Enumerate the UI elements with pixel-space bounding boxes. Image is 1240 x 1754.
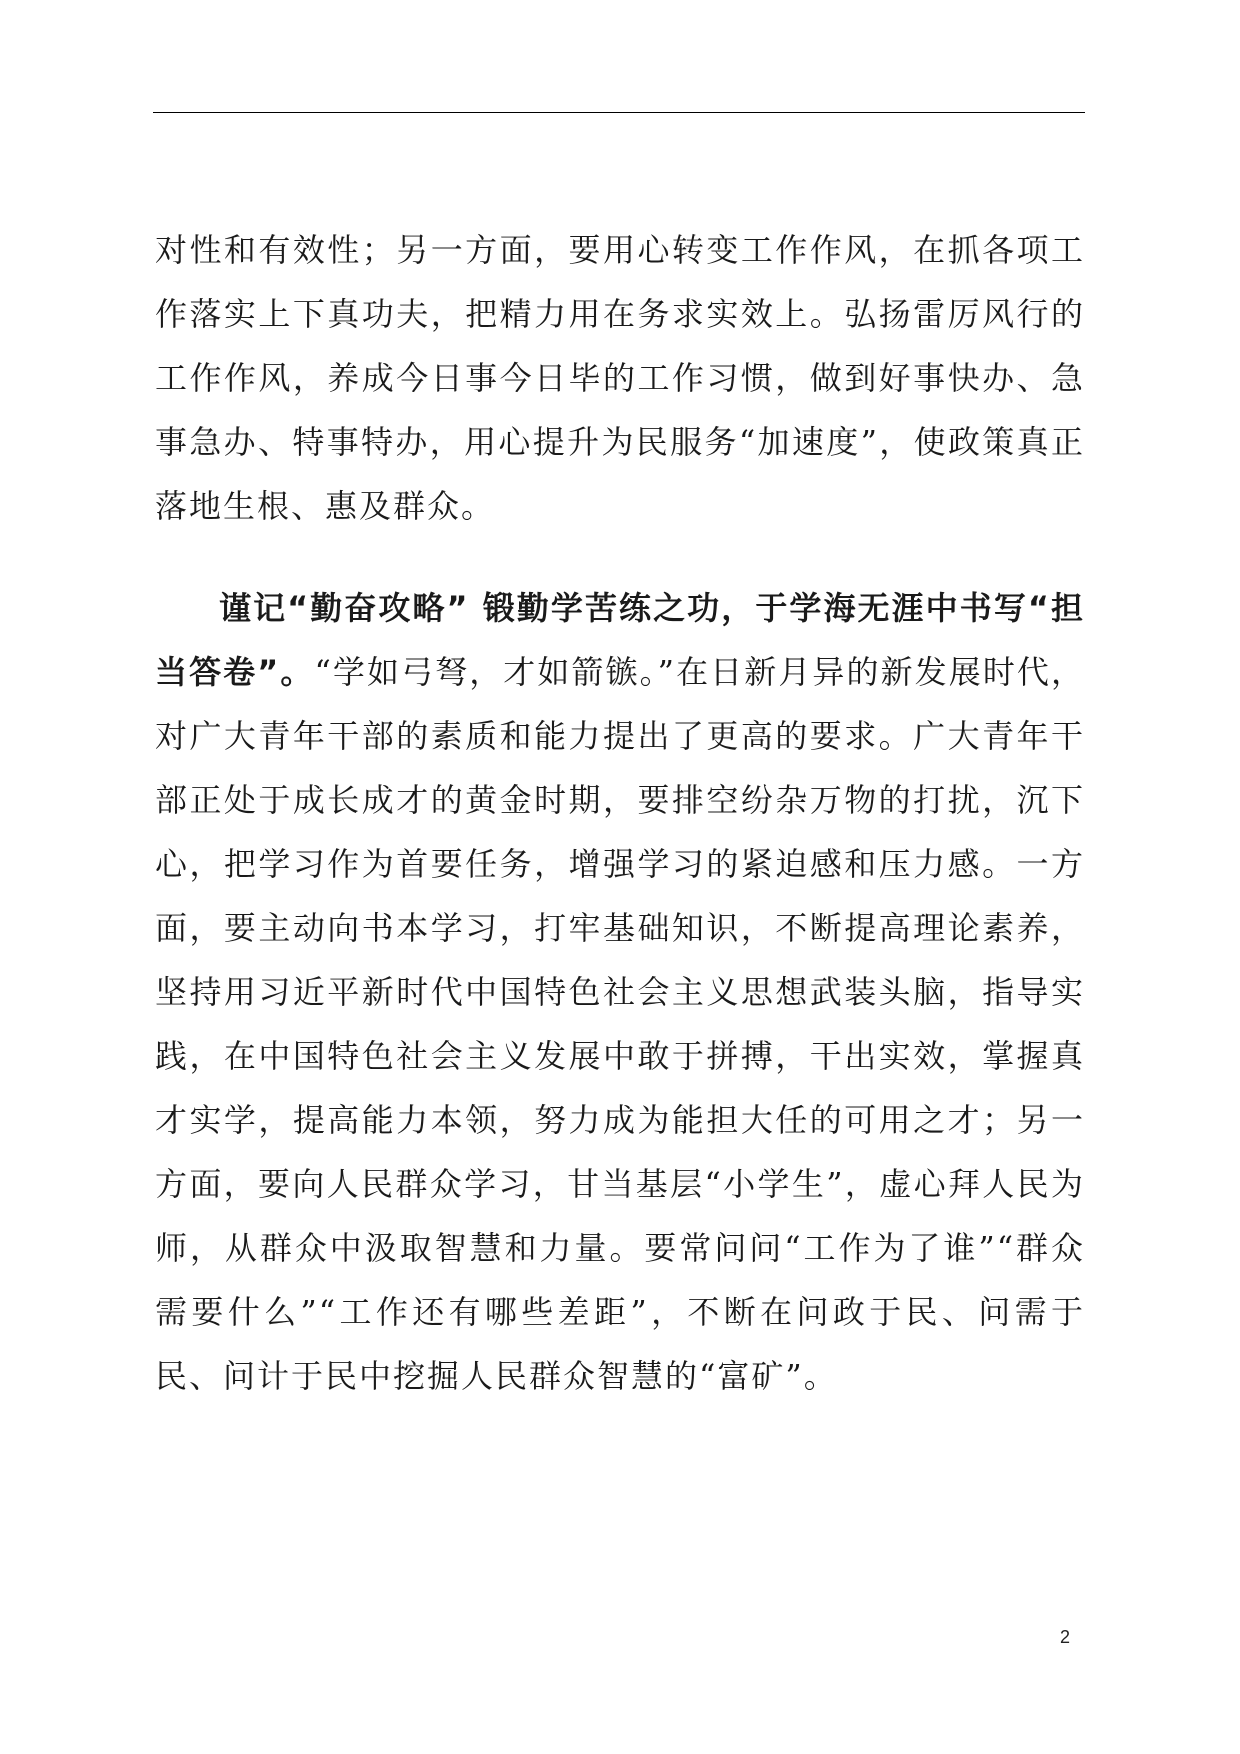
paragraph-text: 对性和有效性；另一方面，要用心转变工作作风，在抓各项工作落实上下真功夫，把精力用在务求实效上。弘扬雷厉风行的工作作风，养成今日事今日毕的工作习惯，做到好事快办、急事急办、特事特办，用心提升为民服务“加速度”，使政策真正落地生根、惠及群众。 — [155, 231, 1085, 525]
paragraph-heading: 谨记“勤奋攻略” 锻勤学苦练之功，于学海无涯中书写“担当答卷”。 — [155, 589, 1085, 691]
header-rule — [153, 112, 1085, 113]
document-body — [155, 218, 1085, 1408]
paragraph — [155, 576, 1085, 1408]
paragraph-text: “学如弓弩，才如箭镞。”在日新月异的新发展时代，对广大青年干部的素质和能力提出了更高的要求。广大青年干部正处于成长成才的黄金时期，要排空纷杂万物的打扰，沉下心，把学习作为首要任务，增强学习的紧迫感和压力感。一方面，要主动向书本学习，打牢基础知识，不断提高理论素养，坚持用习近平新时代中国特色社会主义思想武装头脑，指导实践，在中国特色社会主义发展中敢于拼搏，干出实效，掌握真才实学，提高能力本领，努力成为能担大任的可用之才；另一方面，要向人民群众学习，甘当基层“小学生”，虚心拜人民为师，从群众中汲取智慧和力量。要常问问“工作为了谁”“群众需要什么”“工作还有哪些差距”，不断在问政于民、问需于民、问计于民中挖掘人民群众智慧的“富矿”。 — [155, 653, 1085, 1395]
page-number: 2 — [1060, 1627, 1071, 1647]
paragraph — [155, 218, 1085, 538]
